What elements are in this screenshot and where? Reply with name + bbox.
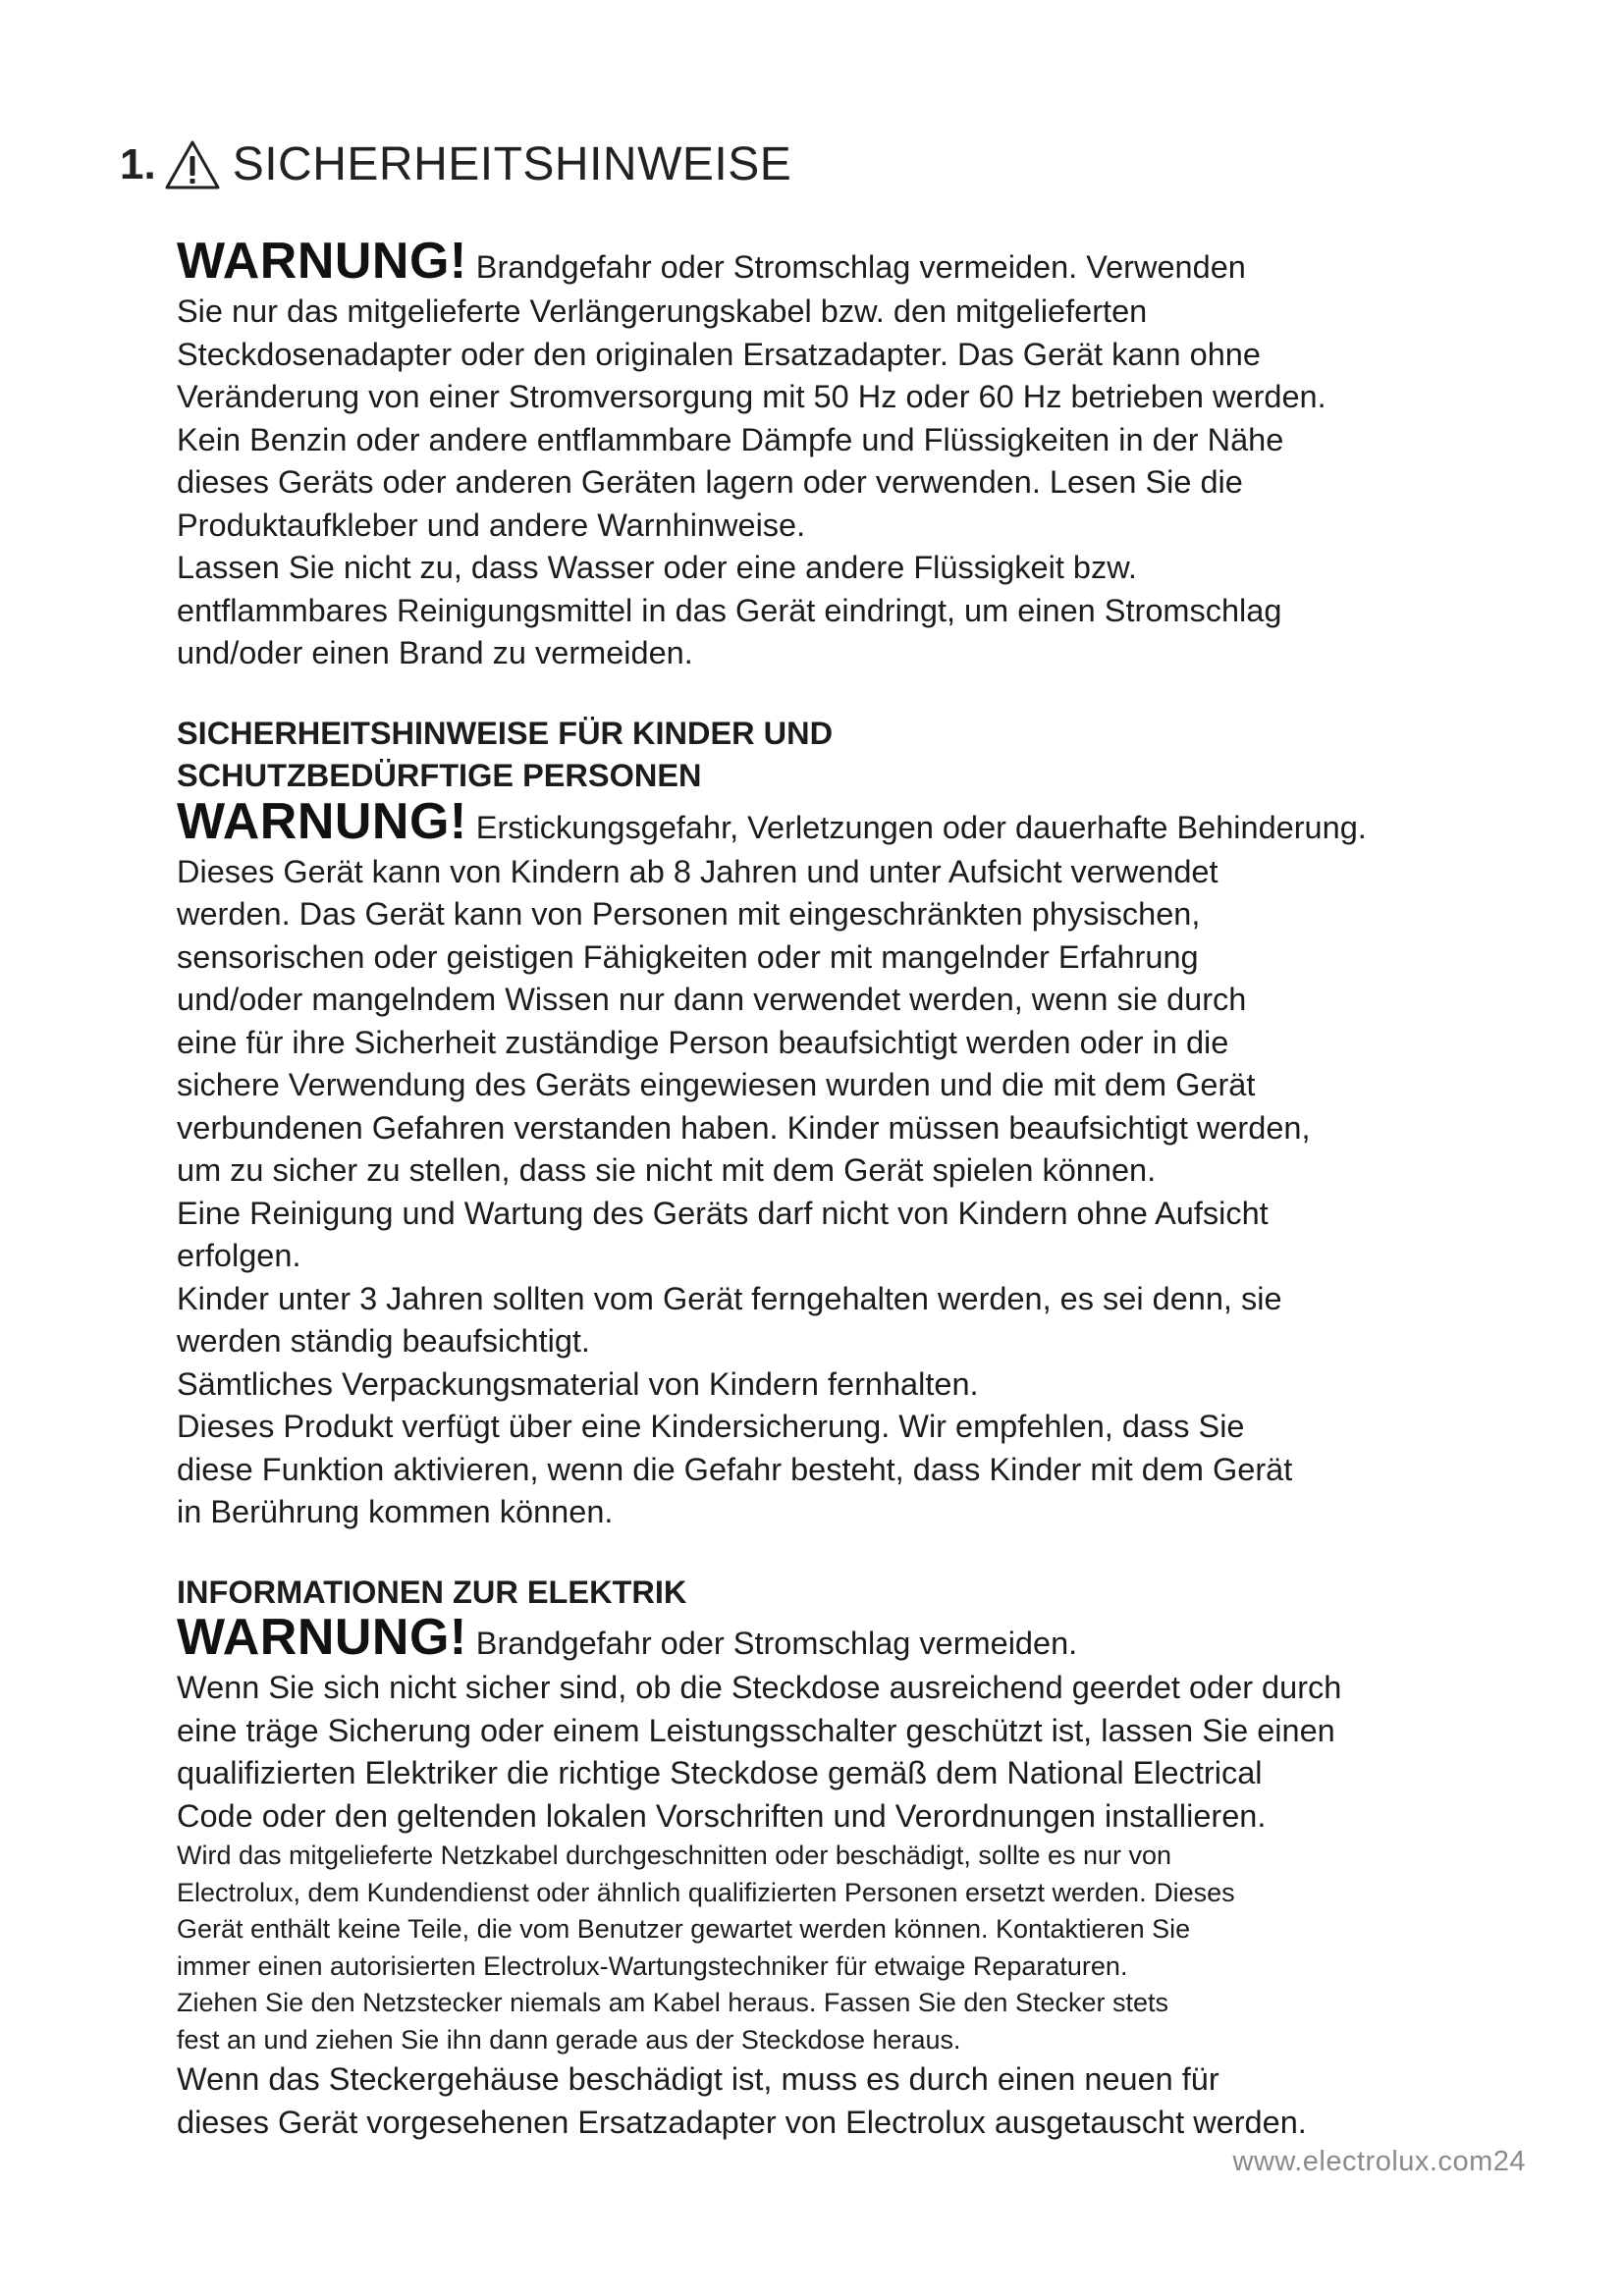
warning-line xyxy=(177,1609,1502,1667)
paragraph-line: Steckdosenadapter oder den originalen Ersatzadapter. Das Gerät kann ohne xyxy=(177,336,1261,372)
paragraph-line: sichere Verwendung des Geräts eingewiesen wurden und die mit dem Gerät xyxy=(177,1067,1256,1102)
paragraph-line: eine träge Sicherung oder einem Leistungsschalter geschützt ist, lassen Sie einen xyxy=(177,1712,1335,1748)
paragraph-line: entflammbares Reinigungsmittel in das Gerät eindringt, um einen Stromschlag xyxy=(177,592,1282,628)
section-number: 1. xyxy=(120,139,156,188)
small-paragraph-line: fest an und ziehen Sie ihn dann gerade aus der Steckdose heraus. xyxy=(177,2024,961,2055)
children-safety-block xyxy=(177,713,1502,1534)
paragraph-line: sensorischen oder geistigen Fähigkeiten oder mit mangelnder Erfahrung xyxy=(177,938,1199,975)
small-paragraph-line: Ziehen Sie den Netzstecker niemals am Kabel heraus. Fassen Sie den Stecker stets xyxy=(177,1988,1169,2017)
paragraph-line: und/oder mangelndem Wissen nur dann verwendet werden, wenn sie durch xyxy=(177,982,1247,1017)
warning-line xyxy=(177,792,1502,851)
paragraph-line: dieses Gerät vorgesehenen Ersatzadapter von Electrolux ausgetauscht werden. xyxy=(177,2104,1307,2140)
paragraph-line: Produktaufkleber und andere Warnhinweise. xyxy=(177,507,806,543)
section-title: SICHERHEITSHINWEISE xyxy=(232,138,792,190)
paragraph-line: um zu sicher zu stellen, dass sie nicht mit dem Gerät spielen können. xyxy=(177,1152,1157,1188)
small-paragraph-line: immer einen autorisierten Electrolux-Wartungstechniker für etwaige Reparaturen. xyxy=(177,1950,1128,1981)
paragraph-line: Eine Reinigung und Wartung des Geräts darf nicht von Kindern ohne Aufsicht xyxy=(177,1195,1269,1231)
paragraph-line: qualifizierten Elektriker die richtige Steckdose gemäß dem National Electrical xyxy=(177,1755,1263,1790)
warning-triangle-icon xyxy=(164,139,221,190)
paragraph-line: Code oder den geltenden lokalen Vorschriften und Verordnungen installieren. xyxy=(177,1797,1267,1834)
section-header xyxy=(120,137,791,191)
paragraph-line: Sie nur das mitgelieferte Verlängerungskabel bzw. den mitgelieferten xyxy=(177,294,1148,329)
warning-label: WARNUNG! xyxy=(177,233,467,290)
paragraph-line: diese Funktion aktivieren, wenn die Gefahr besteht, dass Kinder mit dem Gerät xyxy=(177,1451,1293,1487)
paragraph-line: Dieses Gerät kann von Kindern ab 8 Jahren und unter Aufsicht verwendet xyxy=(177,853,1218,889)
paragraph-line: Veränderung von einer Stromversorgung mit 50 Hz oder 60 Hz betrieben werden. xyxy=(177,379,1326,414)
warning-label: WARNUNG! xyxy=(177,1609,467,1666)
paragraph-line: eine für ihre Sicherheit zuständige Person beaufsichtigt werden oder in die xyxy=(177,1024,1229,1060)
footer-url: www.electrolux.com24 xyxy=(1232,2146,1526,2177)
paragraph-line: Kein Benzin oder andere entflammbare Dämpfe und Flüssigkeiten in der Nähe xyxy=(177,421,1284,457)
electrical-info-block xyxy=(177,1572,1502,2145)
paragraph-line: Lassen Sie nicht zu, dass Wasser oder eine andere Flüssigkeit bzw. xyxy=(177,550,1137,585)
electrical-info-heading: INFORMATIONEN ZUR ELEKTRIK xyxy=(177,1574,687,1610)
warning-label: WARNUNG! xyxy=(177,792,467,850)
small-print xyxy=(177,1838,1502,2058)
warning-text: Brandgefahr oder Stromschlag vermeiden. xyxy=(466,1626,1078,1661)
warning-text: Erstickungsgefahr, Verletzungen oder dauerhafte Behinderung. xyxy=(466,809,1367,845)
children-safety-heading: SCHUTZBEDÜRFTIGE PERSONEN xyxy=(177,758,702,793)
paragraph-line: werden ständig beaufsichtigt. xyxy=(177,1323,590,1359)
paragraph-line: Sämtliches Verpackungsmaterial von Kindern fernhalten. xyxy=(177,1365,979,1402)
paragraph-line: verbundenen Gefahren verstanden haben. Kinder müssen beaufsichtigt werden, xyxy=(177,1109,1311,1146)
paragraph-line: in Berührung kommen können. xyxy=(177,1494,614,1529)
small-paragraph-line: Wird das mitgelieferte Netzkabel durchgeschnitten oder beschädigt, sollte es nur von xyxy=(177,1841,1172,1870)
warning-text: Brandgefahr oder Stromschlag vermeiden. Verwenden xyxy=(466,249,1246,285)
general-warning-block xyxy=(177,233,1502,675)
paragraph-line: werden. Das Gerät kann von Personen mit eingeschränkten physischen, xyxy=(177,896,1201,932)
children-safety-heading: SICHERHEITSHINWEISE FÜR KINDER UND xyxy=(177,715,834,751)
paragraph-line: dieses Geräts oder anderen Geräten lagern oder verwenden. Lesen Sie die xyxy=(177,464,1243,500)
paragraph-line: erfolgen. xyxy=(177,1238,301,1273)
paragraph-line: Wenn Sie sich nicht sicher sind, ob die Steckdose ausreichend geerdet oder durch xyxy=(177,1670,1342,1705)
small-paragraph-line: Gerät enthält keine Teile, die vom Benutzer gewartet werden können. Kontaktieren Sie xyxy=(177,1914,1191,1944)
warning-line xyxy=(177,233,1502,291)
paragraph-line: Dieses Produkt verfügt über eine Kindersicherung. Wir empfehlen, dass Sie xyxy=(177,1409,1245,1444)
page-content xyxy=(177,233,1502,2144)
paragraph-line: und/oder einen Brand zu vermeiden. xyxy=(177,635,693,670)
small-paragraph-line: Electrolux, dem Kundendienst oder ähnlich qualifizierten Personen ersetzt werden. Dieses xyxy=(177,1877,1235,1907)
paragraph-line: Kinder unter 3 Jahren sollten vom Gerät ferngehalten werden, es sei denn, sie xyxy=(177,1280,1282,1316)
paragraph-line: Wenn das Steckergehäuse beschädigt ist, muss es durch einen neuen für xyxy=(177,2061,1219,2097)
